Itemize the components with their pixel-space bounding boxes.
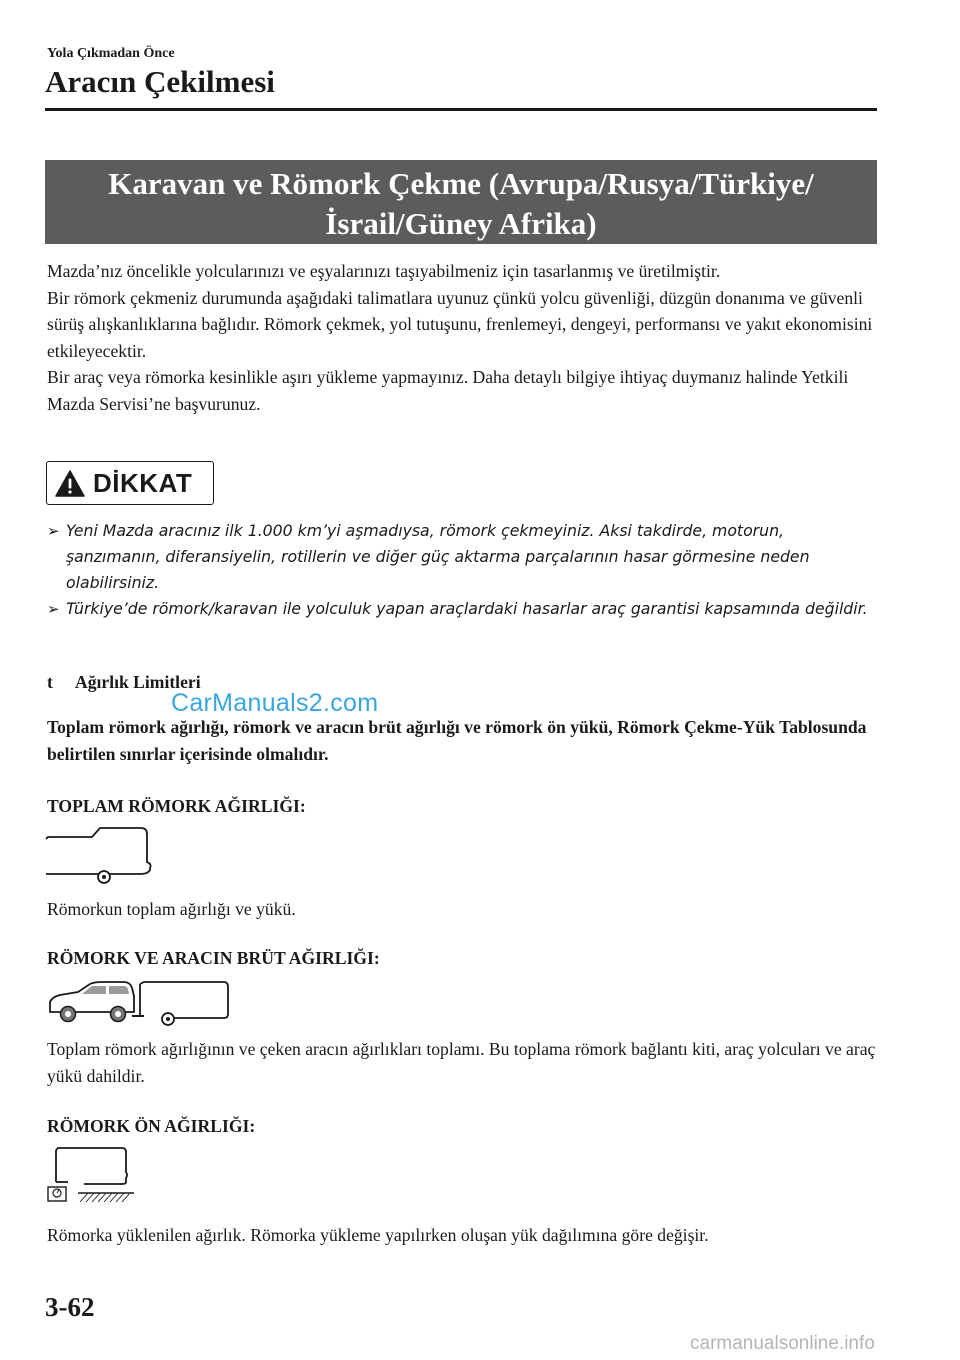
- heading-bullet: t: [47, 672, 53, 692]
- caution-item: [47, 518, 877, 596]
- watermark-link[interactable]: CarManuals2.com: [171, 689, 379, 717]
- car-with-trailer-icon: [44, 972, 234, 1030]
- breadcrumb: Yola Çıkmadan Önce: [47, 46, 175, 61]
- caution-item-text: Yeni Mazda aracınız ilk 1.000 km’yi aşmadıysa, römork çekmeyiniz. Aksi takdirde, motorun, şanzımanın, diferansiyelin, rotillerin ve diğer güç aktarma parçalarının hasar görmesine neden olabilirsiniz.: [66, 521, 810, 592]
- caution-item-text: Türkiye’de römork/karavan ile yolculuk yapan araçlardaki hasarlar araç garantisi kapsamında değildir.: [66, 599, 868, 618]
- weight-limits-text: Toplam römork ağırlığı, römork ve aracın brüt ağırlığı ve römork ön yükü, Römork Çekme-Yük Tablosunda belirtilen sınırlar içerisinde olmalıdır.: [47, 717, 867, 764]
- gross-combination-weight-heading: RÖMORK VE ARACIN BRÜT AĞIRLIĞI:: [47, 948, 380, 968]
- weight-limits-heading-text: Ağırlık Limitleri: [75, 672, 201, 692]
- gross-combination-weight-desc: Toplam römork ağırlığının ve çeken aracın ağırlıkları toplamı. Bu toplama römork bağlantı kiti, araç yolcuları ve araç yükü dahildir.: [47, 1039, 876, 1086]
- total-trailer-weight-desc: Römorkun toplam ağırlığı ve yükü.: [47, 899, 296, 919]
- tongue-weight-scale-icon: [44, 1140, 140, 1206]
- page-number: 3-62: [45, 1292, 95, 1322]
- trailer-tongue-weight-heading: RÖMORK ÖN AĞIRLIĞI:: [47, 1116, 256, 1136]
- caution-badge: [46, 461, 214, 505]
- trailer-outline-icon: [44, 822, 156, 888]
- arrow-bullet-icon: ➢: [47, 522, 60, 540]
- caution-item: [47, 596, 877, 622]
- footer-site-watermark[interactable]: carmanualsonline.info: [690, 1333, 875, 1354]
- caution-list: [47, 518, 877, 622]
- intro-paragraph-1: Mazda’nız öncelikle yolcularınızı ve eşyalarınızı taşıyabilmeniz için tasarlanmış ve üretilmiştir.: [47, 261, 721, 281]
- chapter-title: Aracın Çekilmesi: [45, 64, 275, 99]
- header-divider: [45, 108, 877, 111]
- arrow-bullet-icon: ➢: [47, 600, 60, 618]
- intro-text: [47, 258, 877, 417]
- intro-paragraph-3: Bir araç veya römorka kesinlikle aşırı yükleme yapmayınız. Daha detaylı bilgiye ihtiyaç duymanız halinde Yetkili Mazda Servisi’ne başvurunuz.: [47, 367, 849, 414]
- trailer-tongue-weight-desc: Römorka yüklenilen ağırlık. Römorka yükleme yapılırken oluşan yük dağılımına göre değişir.: [47, 1225, 709, 1245]
- caution-label: DİKKAT: [93, 467, 193, 498]
- section-title-banner: [45, 160, 877, 244]
- intro-paragraph-2: Bir römork çekmeniz durumunda aşağıdaki talimatlara uyunuz çünkü yolcu güvenliği, düzgün donanıma ve güvenli sürüş alışkanlıklarına bağlıdır. Römork çekmek, yol tutuşunu, frenlemeyi, dengeyi, performansı ve yakıt ekonomisini etkileyecektir.: [47, 287, 873, 361]
- section-title-line2: İsrail/Güney Afrika): [325, 206, 597, 241]
- total-trailer-weight-heading: TOPLAM RÖMORK AĞIRLIĞI:: [47, 796, 306, 816]
- section-title-line1: Karavan ve Römork Çekme (Avrupa/Rusya/Türkiye/: [108, 166, 814, 201]
- warning-triangle-icon: [55, 470, 85, 497]
